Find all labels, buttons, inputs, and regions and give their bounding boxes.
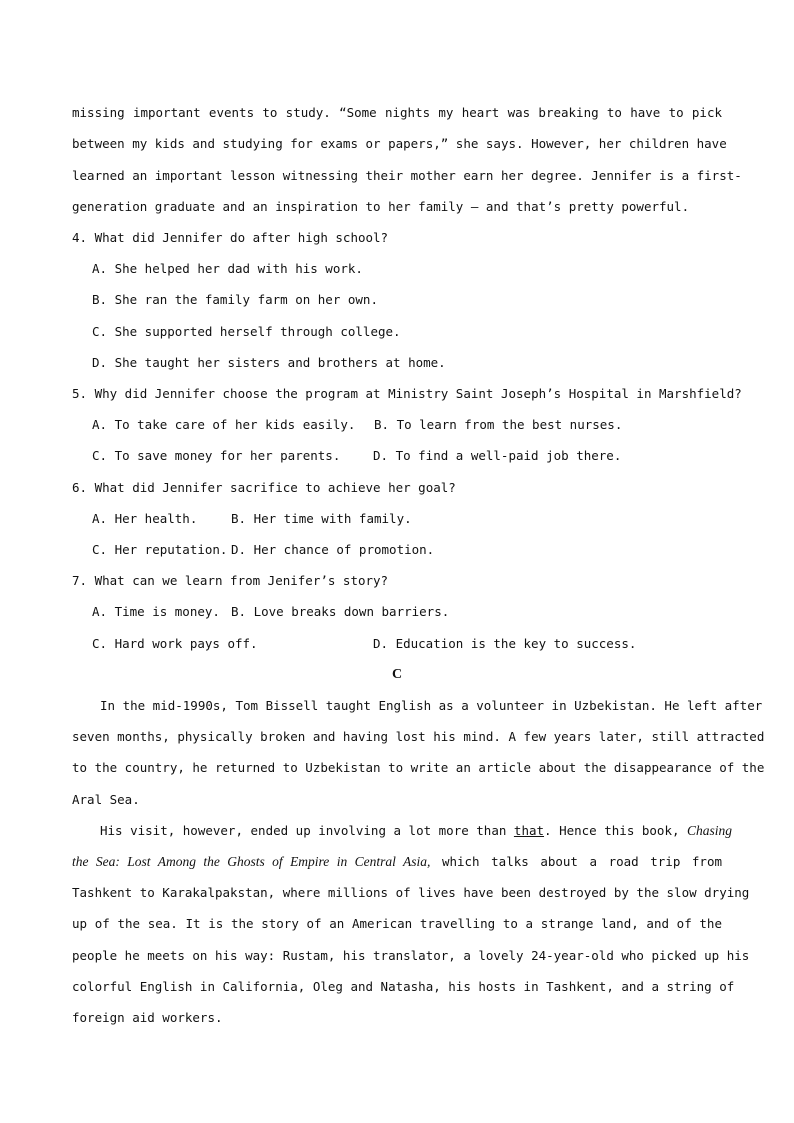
passage-line: people he meets on his way: Rustam, his translator, a lovely 24-year-old who picked up his (72, 948, 750, 963)
answer-option: C. She supported herself through college. (92, 324, 401, 339)
book-title: Chasing (687, 823, 733, 838)
answer-option: D. To find a well-paid job there. (373, 448, 622, 463)
question-stem: 4. What did Jennifer do after high school? (72, 230, 389, 245)
answer-option: A. Time is money. (92, 604, 220, 619)
answer-option: D. Education is the key to success. (373, 636, 637, 651)
passage-line: up of the sea. It is the story of an American travelling to a strange land, and of the (72, 916, 722, 931)
passage-line: In the mid-1990s, Tom Bissell taught English as a volunteer in Uzbekistan. He left after (100, 698, 763, 713)
answer-option: B. She ran the family farm on her own. (92, 292, 378, 307)
book-title: the Sea: Lost Among the Ghosts of Empire in Central Asia, (72, 854, 431, 869)
passage-line: generation graduate and an inspiration to her family — and that’s pretty powerful. (72, 199, 690, 214)
text-run: . Hence this book, (544, 823, 688, 838)
answer-option: D. Her chance of promotion. (231, 542, 435, 557)
answer-option: D. She taught her sisters and brothers at home. (92, 355, 446, 370)
section-heading: C (391, 667, 403, 682)
answer-option: B. To learn from the best nurses. (374, 417, 623, 432)
question-stem: 6. What did Jennifer sacrifice to achieve her goal? (72, 480, 456, 495)
passage-line: colorful English in California, Oleg and Natasha, his hosts in Tashkent, and a string of (72, 979, 735, 994)
passage-line: between my kids and studying for exams or papers,” she says. However, her children have (72, 136, 727, 151)
passage-line (100, 823, 733, 839)
text-run: which talks about a road trip from (430, 854, 722, 869)
passage-line: learned an important lesson witnessing their mother earn her degree. Jennifer is a first- (72, 168, 742, 183)
question-stem: 5. Why did Jennifer choose the program at Ministry Saint Joseph’s Hospital in Marshfield? (72, 386, 742, 401)
text-run: His visit, however, ended up involving a lot more than (100, 823, 514, 838)
underlined-word: that (513, 823, 545, 838)
passage-line: to the country, he returned to Uzbekistan to write an article about the disappearance of the (72, 760, 765, 775)
answer-option: C. Hard work pays off. (92, 636, 258, 651)
answer-option: A. To take care of her kids easily. (92, 417, 356, 432)
answer-option: C. To save money for her parents. (92, 448, 341, 463)
answer-option: B. Her time with family. (231, 511, 412, 526)
question-stem: 7. What can we learn from Jenifer’s story? (72, 573, 389, 588)
passage-line: Tashkent to Karakalpakstan, where millions of lives have been destroyed by the slow drying (72, 885, 750, 900)
answer-option: A. Her health. (92, 511, 198, 526)
passage-line (72, 854, 722, 870)
passage-line: foreign aid workers. (72, 1010, 223, 1025)
passage-line: seven months, physically broken and having lost his mind. A few years later, still attracted (72, 729, 765, 744)
answer-option: A. She helped her dad with his work. (92, 261, 363, 276)
passage-line: Aral Sea. (72, 792, 140, 807)
answer-option: B. Love breaks down barriers. (231, 604, 450, 619)
passage-line: missing important events to study. “Some nights my heart was breaking to have to pick (72, 105, 722, 120)
answer-option: C. Her reputation. (92, 542, 228, 557)
